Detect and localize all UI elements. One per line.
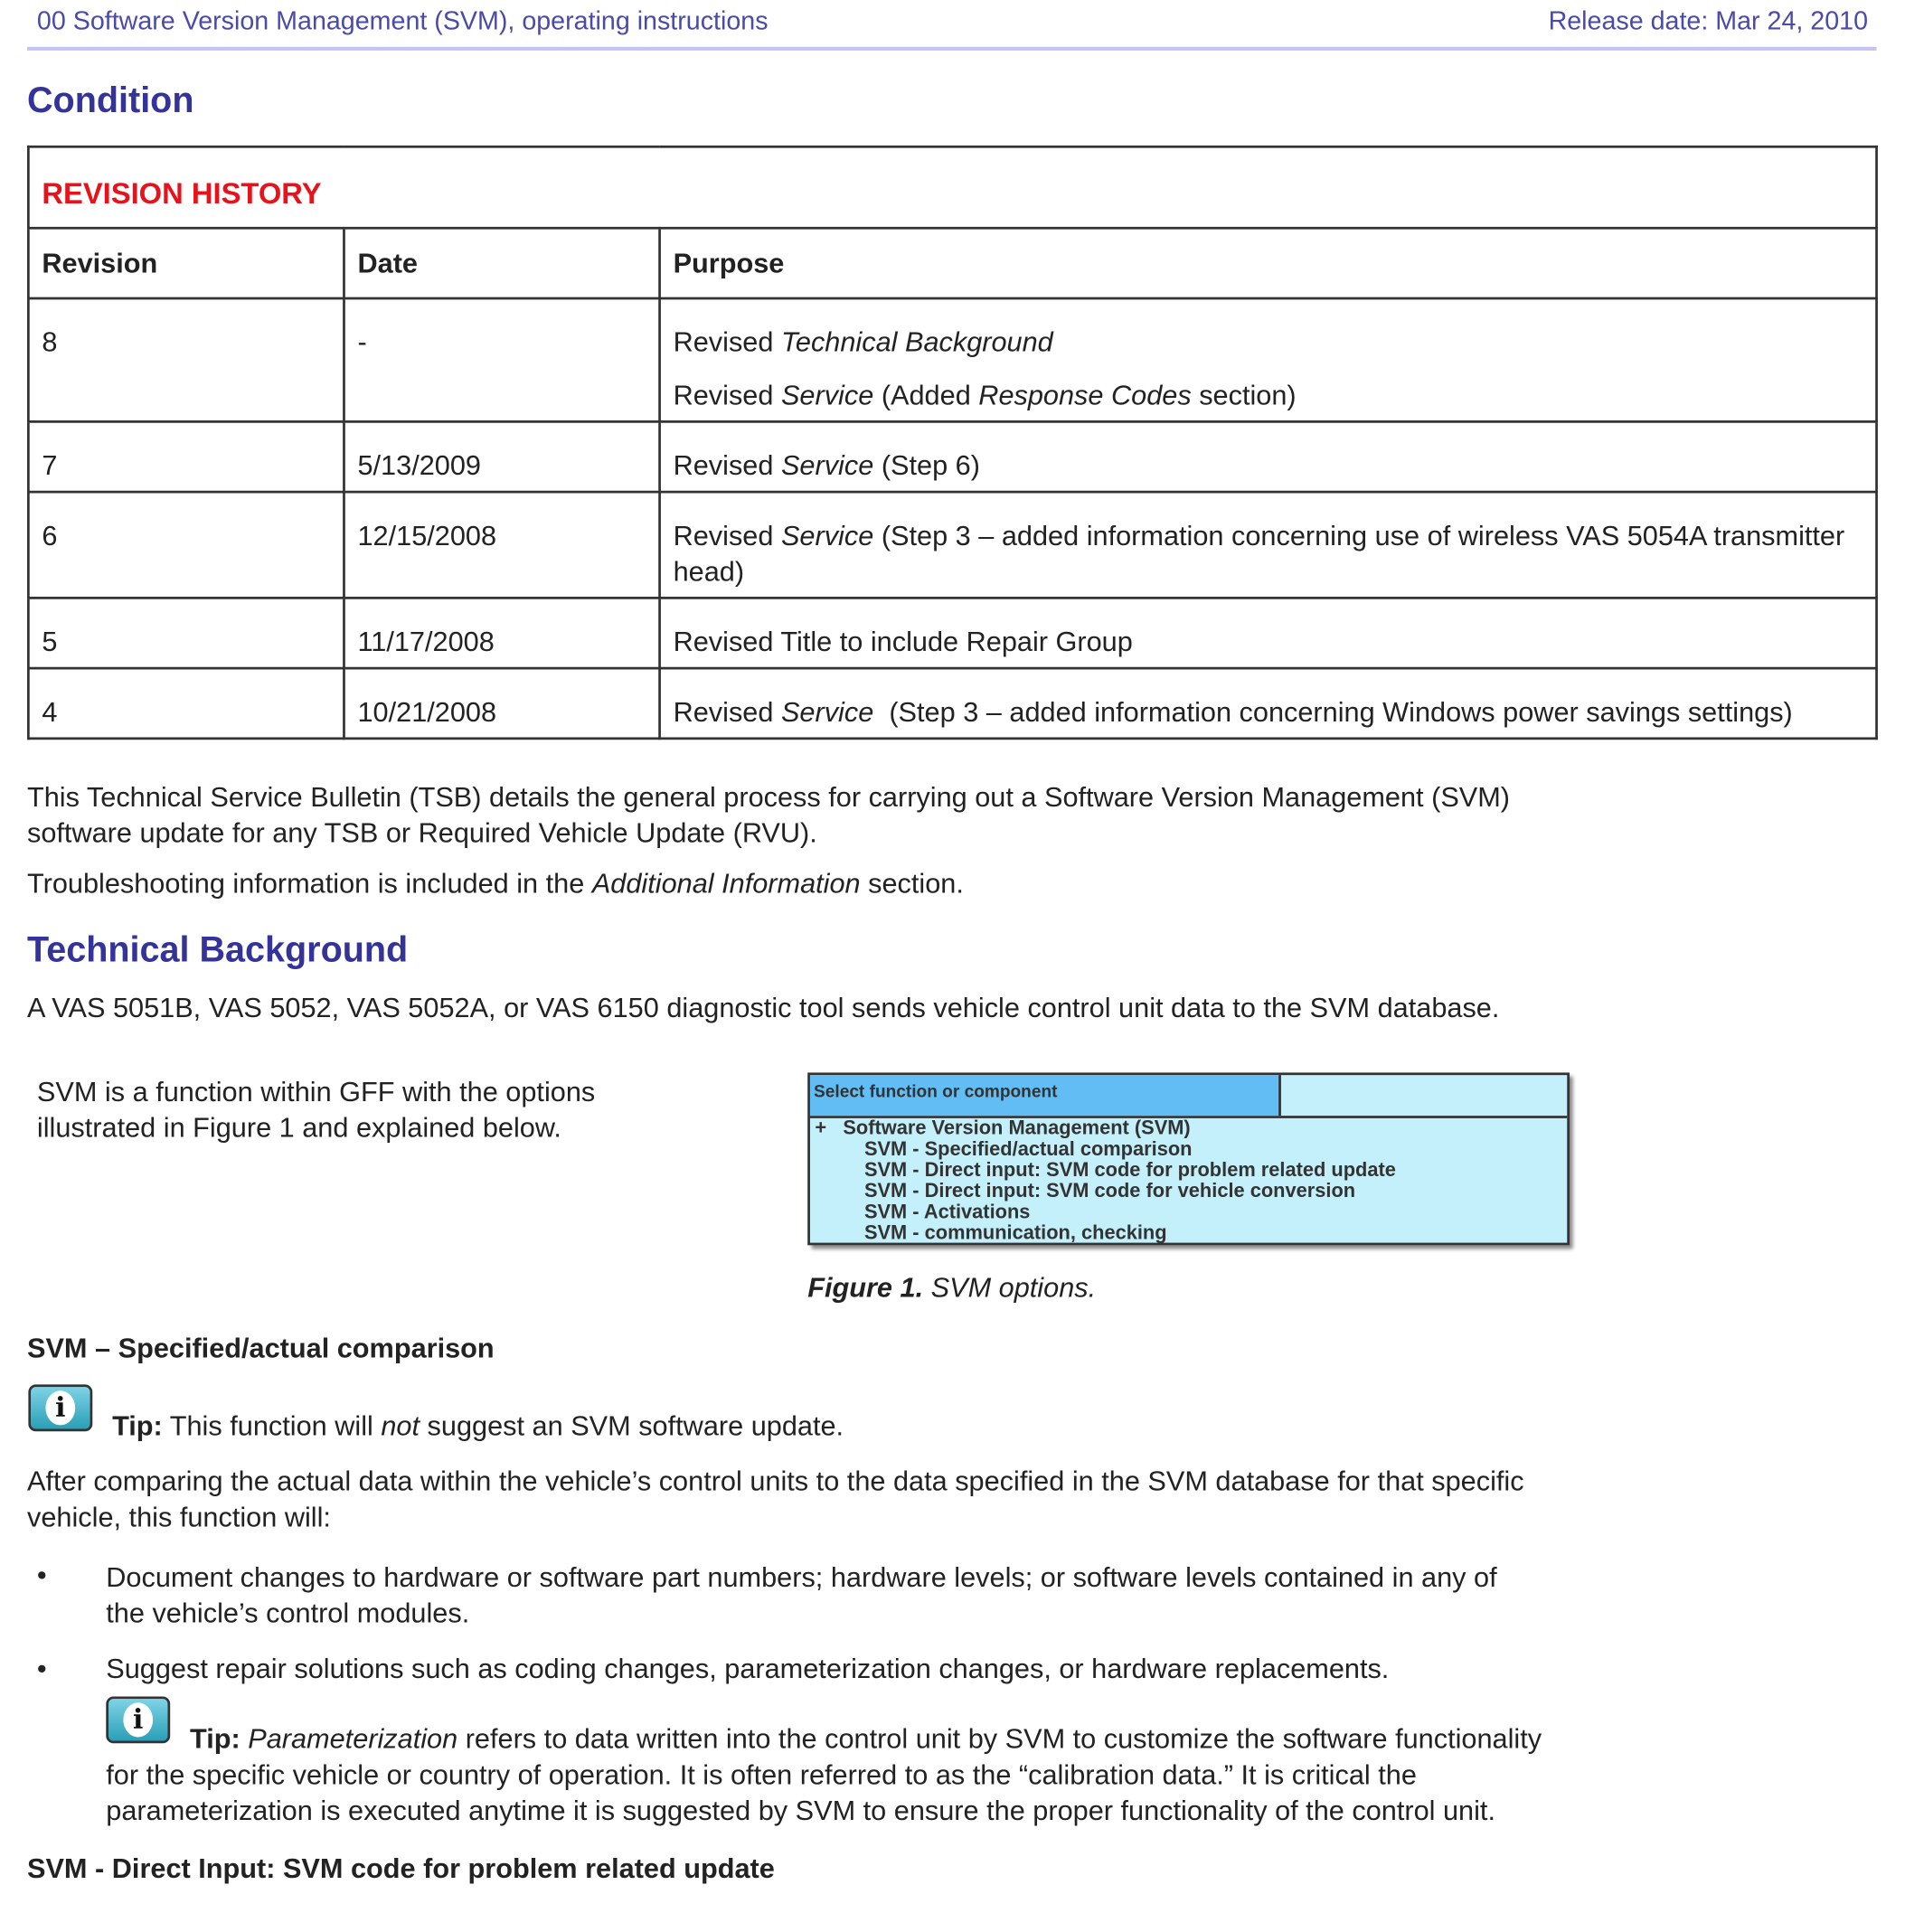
purpose-cell: [660, 421, 1877, 492]
compare-paragraph: [27, 1464, 1524, 1535]
intro-paragraph: [27, 779, 1510, 851]
figure-item: SVM - Direct input: SVM code for vehicle conversion: [863, 1181, 1356, 1202]
purpose-line: [674, 518, 1863, 589]
purpose-line: [674, 448, 1863, 484]
intro-line: This Technical Service Bulletin (TSB) details the general process for carrying out a Software Version Management (SVM): [27, 781, 1511, 813]
text: (Added: [873, 380, 979, 411]
bullet-item: [106, 1560, 1496, 1631]
text: Revised: [673, 380, 781, 411]
figure-caption: [807, 1272, 1096, 1304]
text-line: After comparing the actual data within the vehicle’s control units to the data specified in the SVM database for that specific: [27, 1465, 1524, 1497]
table-row: [28, 598, 1876, 668]
revision-cell: 7: [28, 421, 344, 492]
text-line: the vehicle’s control modules.: [106, 1597, 470, 1629]
purpose-cell: [660, 668, 1877, 739]
text: Revised: [673, 326, 781, 358]
text: Service: [780, 449, 874, 481]
text: Revised Title to include Repair Group: [673, 626, 1133, 657]
tip-2: [106, 1721, 1542, 1829]
text-line: for the specific vehicle or country of operation. It is often referred to as the “calibration data.” It is critical the: [106, 1759, 1417, 1791]
purpose-line: [674, 325, 1863, 361]
purpose-cell: [660, 598, 1877, 668]
text: Service: [780, 696, 874, 728]
purpose-line: [674, 377, 1863, 413]
additional-information-ref: Additional Information: [591, 868, 861, 900]
column-header-revision: Revision: [28, 228, 344, 298]
technical-background-text: A VAS 5051B, VAS 5052, VAS 5052A, or VAS 6150 diagnostic tool sends vehicle control unit data to the SVM database.: [27, 992, 1500, 1023]
text-line: Document changes to hardware or software part numbers; hardware levels; or software levels contained in any of: [106, 1561, 1497, 1593]
table-row: [28, 421, 1876, 492]
figure-item: SVM - Direct input: SVM code for problem related update: [863, 1160, 1396, 1182]
bullet-item: Suggest repair solutions such as coding changes, parameterization changes, or hardware replacements.: [106, 1653, 1390, 1684]
text: suggest an SVM software update.: [420, 1410, 844, 1442]
tip-label: Tip:: [112, 1410, 163, 1442]
caption-label: Figure 1.: [807, 1272, 924, 1304]
text: refers to data written into the control unit by SVM to customize the software functionality: [457, 1723, 1542, 1755]
header-divider: [27, 47, 1877, 51]
caption-text: SVM options.: [923, 1272, 1097, 1304]
table-row: [28, 668, 1876, 739]
figure-select-header: Select function or component: [810, 1075, 1281, 1116]
text: Technical Background: [780, 326, 1053, 358]
text: Troubleshooting information is included in the: [27, 868, 592, 900]
tip-1: [112, 1410, 844, 1442]
date-cell: 11/17/2008: [344, 598, 659, 668]
text: This function will: [162, 1410, 382, 1442]
text: (Step 3 – added information concerning use of wireless VAS 5054A transmitter head): [673, 520, 1853, 588]
revision-table-title: REVISION HISTORY: [28, 146, 1876, 228]
text: not: [381, 1410, 420, 1442]
text-line: parameterization is executed anytime it is suggested by SVM to ensure the proper functionality of the control unit.: [106, 1795, 1495, 1826]
info-icon: [28, 1384, 92, 1431]
table-row: [28, 298, 1876, 421]
figure-item: SVM - communication, checking: [863, 1222, 1167, 1244]
revision-cell: 5: [28, 598, 344, 668]
purpose-line: [674, 624, 1863, 660]
revision-cell: 4: [28, 668, 344, 739]
text: Revised: [673, 696, 781, 728]
text-line: illustrated in Figure 1 and explained below.: [36, 1112, 561, 1144]
expand-icon: +: [815, 1117, 827, 1140]
revision-history-table: [27, 146, 1878, 740]
text: section.: [860, 868, 964, 900]
date-cell: -: [344, 298, 659, 421]
text: Response Codes: [978, 380, 1192, 411]
text: (Step 6): [873, 449, 980, 481]
release-date: Release date: Mar 24, 2010: [1548, 7, 1869, 36]
purpose-line: [674, 694, 1863, 730]
bullet-icon: •: [36, 1653, 47, 1684]
tip-label: Tip:: [190, 1723, 240, 1755]
text: Service: [780, 380, 874, 411]
purpose-cell: [660, 298, 1877, 421]
date-cell: 12/15/2008: [344, 492, 659, 598]
column-header-purpose: Purpose: [660, 228, 1877, 298]
text: Service: [780, 520, 874, 551]
text: Revised: [673, 449, 781, 481]
figure-item: SVM - Specified/actual comparison: [863, 1139, 1193, 1161]
info-glyph: i: [123, 1702, 153, 1737]
condition-heading: Condition: [27, 81, 194, 121]
text: Revised: [673, 520, 781, 551]
text: section): [1191, 380, 1297, 411]
text: (Step 3 – added information concerning Windows power savings settings): [873, 696, 1793, 728]
info-glyph: i: [45, 1390, 75, 1425]
troubleshooting-paragraph: [27, 868, 964, 900]
figure-intro-text: [37, 1074, 595, 1145]
intro-line: software update for any TSB or Required Vehicle Update (RVU).: [27, 817, 817, 849]
direct-input-heading: SVM - Direct Input: SVM code for problem related update: [27, 1852, 775, 1884]
date-cell: 5/13/2009: [344, 421, 659, 492]
bullet-icon: •: [36, 1560, 47, 1591]
svm-compare-heading: SVM – Specified/actual comparison: [27, 1333, 495, 1364]
technical-background-heading: Technical Background: [27, 930, 409, 971]
text-line: vehicle, this function will:: [27, 1501, 331, 1533]
table-row: [28, 492, 1876, 598]
date-cell: 10/21/2008: [344, 668, 659, 739]
figure-item: SVM - Activations: [863, 1202, 1031, 1223]
svm-options-figure: [807, 1072, 1570, 1245]
revision-cell: 6: [28, 492, 344, 598]
purpose-cell: [660, 492, 1877, 598]
text: Parameterization: [248, 1723, 458, 1755]
column-header-date: Date: [344, 228, 659, 298]
figure-option-list: [810, 1118, 1567, 1244]
text-line: SVM is a function within GFF with the options: [36, 1076, 596, 1107]
revision-cell: 8: [28, 298, 344, 421]
figure-root-item: Software Version Management (SVM): [843, 1117, 1191, 1140]
header-title: 00 Software Version Management (SVM), operating instructions: [36, 7, 769, 36]
